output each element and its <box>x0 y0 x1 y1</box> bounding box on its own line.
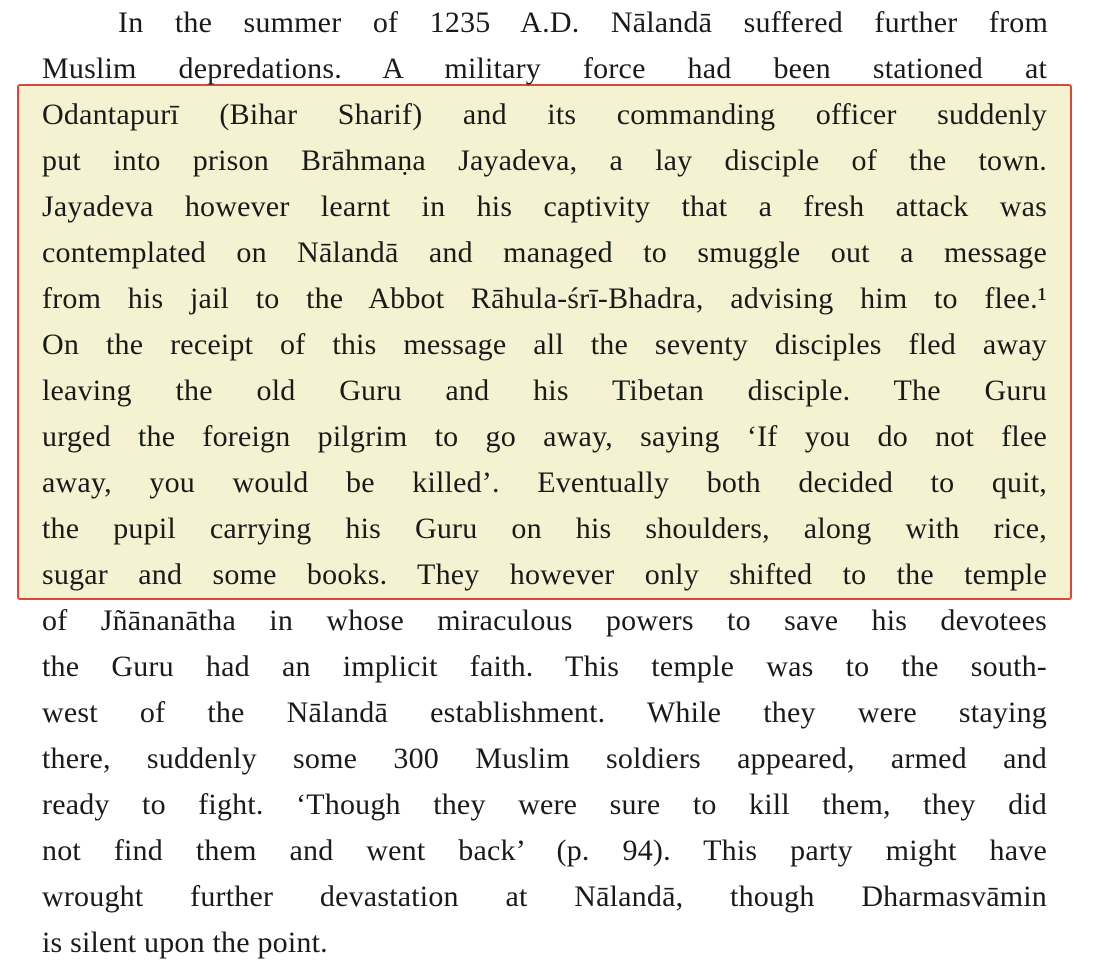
text-line: leaving the old Guru and his Tibetan disciple. The Guru <box>42 374 1047 407</box>
text-line: In the summer of 1235 A.D. Nālandā suffered further from <box>118 6 1048 39</box>
text-line: Muslim depredations. A military force had been stationed at <box>42 52 1047 85</box>
text-line: On the receipt of this message all the seventy disciples fled away <box>42 328 1047 361</box>
text-line: wrought further devastation at Nālandā, though Dharmasvāmin <box>42 880 1047 913</box>
text-line: contemplated on Nālandā and managed to smuggle out a message <box>42 236 1047 269</box>
text-line: Odantapurī (Bihar Sharif) and its commanding officer suddenly <box>42 98 1047 131</box>
text-line: sugar and some books. They however only shifted to the temple <box>42 558 1047 591</box>
text-line: the pupil carrying his Guru on his shoulders, along with rice, <box>42 512 1047 545</box>
text-line: there, suddenly some 300 Muslim soldiers appeared, armed and <box>42 742 1047 775</box>
text-line: put into prison Brāhmaṇa Jayadeva, a lay disciple of the town. <box>42 144 1047 177</box>
text-line: not find them and went back’ (p. 94). This party might have <box>42 834 1047 867</box>
text-line: the Guru had an implicit faith. This temple was to the south- <box>42 650 1047 683</box>
text-line: away, you would be killed’. Eventually both decided to quit, <box>42 466 1047 499</box>
text-line: of Jñānanātha in whose miraculous powers to save his devotees <box>42 604 1047 637</box>
text-line: is silent upon the point. <box>42 926 328 959</box>
text-line: from his jail to the Abbot Rāhula-śrī-Bhadra, advising him to flee.¹ <box>42 282 1047 315</box>
text-line: urged the foreign pilgrim to go away, saying ‘If you do not flee <box>42 420 1047 453</box>
text-line: Jayadeva however learnt in his captivity that a fresh attack was <box>42 190 1047 223</box>
text-line: west of the Nālandā establishment. While they were staying <box>42 696 1047 729</box>
text-line: ready to fight. ‘Though they were sure to kill them, they did <box>42 788 1047 821</box>
